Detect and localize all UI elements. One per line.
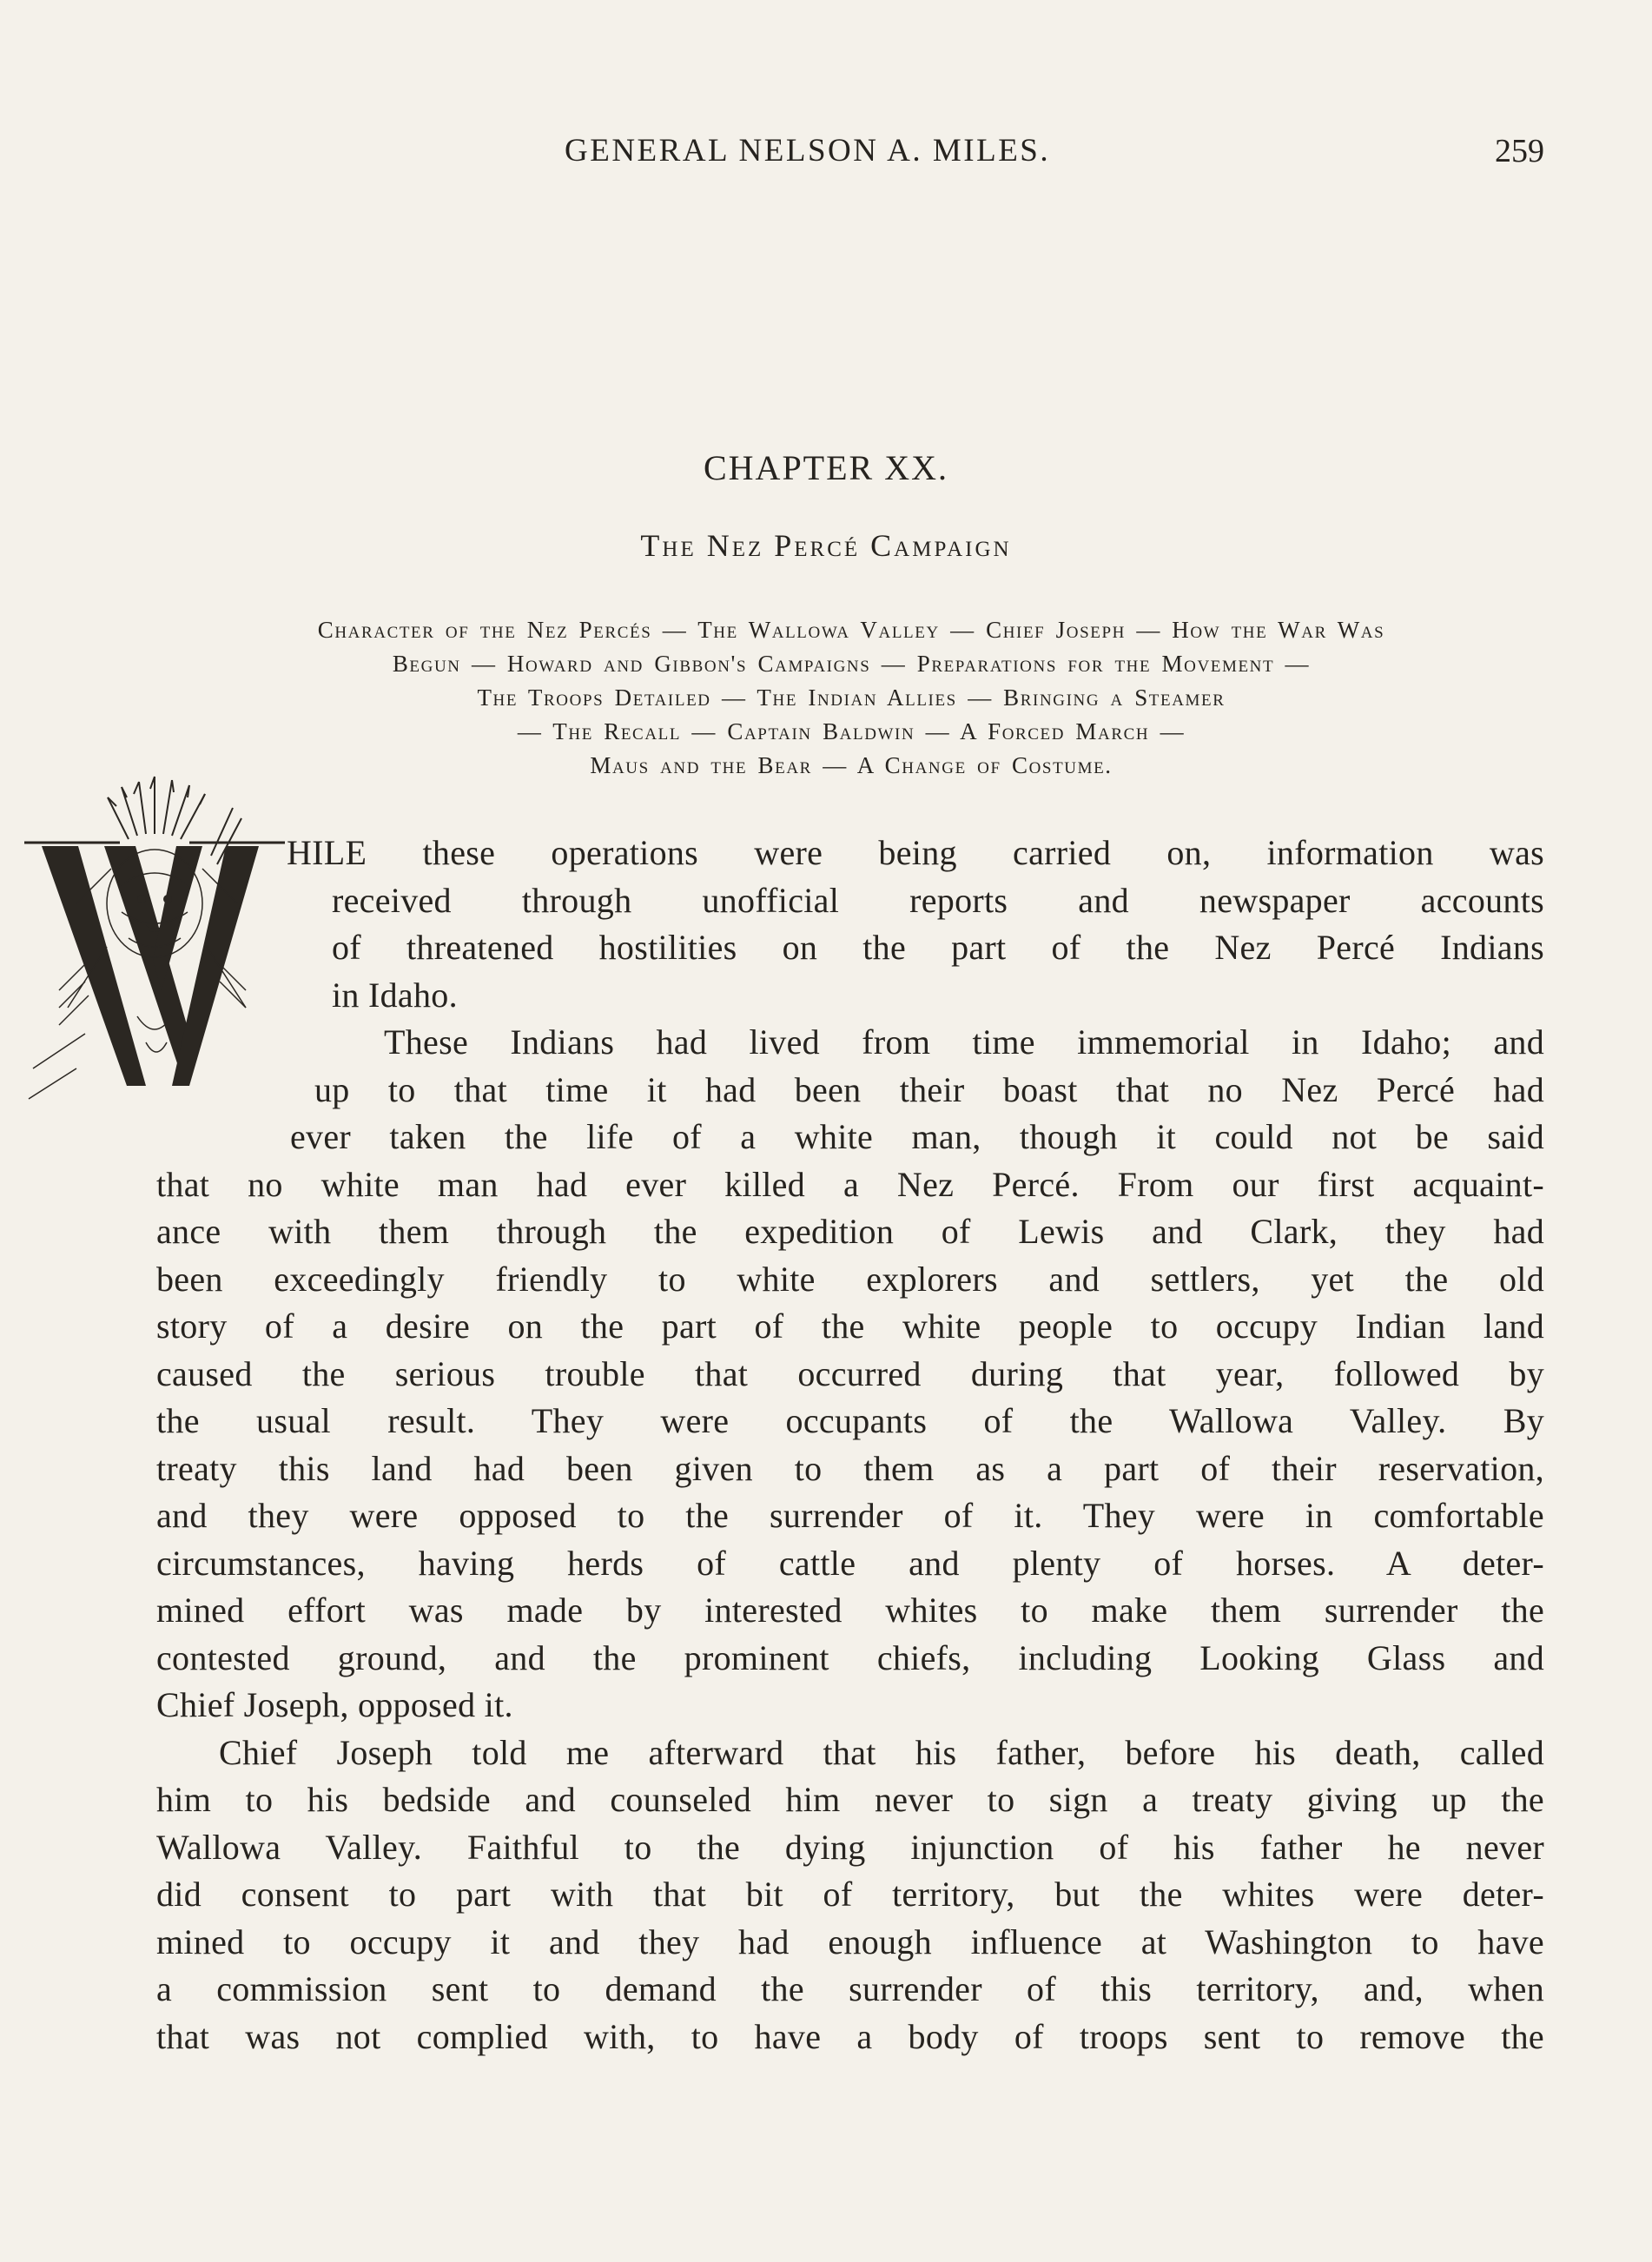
chapter-title: CHAPTER XX. xyxy=(703,448,949,487)
text-line: a commission sent to demand the surrender of this territory, and, when xyxy=(156,1969,1544,2008)
synopsis-line: Begun — Howard and Gibbon's Campaigns — Preparations for the Movement — xyxy=(392,651,1311,677)
text-line: Chief Joseph told me afterward that his father, before his death, called xyxy=(219,1732,1544,1772)
synopsis-line: — The Recall — Captain Baldwin — A Forced March — xyxy=(517,718,1186,744)
text-line: treaty this land had been given to them as a part of their reservation, xyxy=(156,1448,1544,1488)
synopsis-line: Maus and the Bear — A Change of Costume. xyxy=(590,752,1113,778)
synopsis-line: Character of the Nez Percés — The Wallowa Valley — Chief Joseph — How the War Was xyxy=(317,617,1385,643)
chapter-subtitle: The Nez Percé Campaign xyxy=(640,528,1012,563)
text-line: up to that time it had been their boast that no Nez Percé had xyxy=(314,1069,1544,1109)
text-line: ever taken the life of a white man, though it could not be said xyxy=(290,1117,1544,1156)
text-line: him to his bedside and counseled him never to sign a treaty giving up the xyxy=(156,1780,1544,1819)
text-line: caused the serious trouble that occurred during that year, followed by xyxy=(156,1353,1544,1393)
text-line: mined effort was made by interested whites to make them surrender the xyxy=(156,1591,1544,1630)
text-line: HILE these operations were being carried on, information was xyxy=(287,833,1544,872)
text-line: story of a desire on the part of the white people to occupy Indian land xyxy=(156,1306,1544,1346)
text-line: ance with them through the expedition of Lewis and Clark, they had xyxy=(156,1212,1544,1251)
text-line: and they were opposed to the surrender of it. They were in comfortable xyxy=(156,1496,1544,1535)
text-line: contested ground, and the prominent chiefs, including Looking Glass and xyxy=(156,1637,1544,1677)
text-line: did consent to part with that bit of territory, but the whites were deter- xyxy=(156,1875,1544,1914)
text-line: that no white man had ever killed a Nez Percé. From our first acquaint- xyxy=(156,1164,1544,1204)
text-line: in Idaho. xyxy=(332,975,458,1015)
text-line: that was not complied with, to have a body of troops sent to remove the xyxy=(156,2016,1544,2056)
page-number: 259 xyxy=(1495,133,1544,169)
text-line: been exceedingly friendly to white explorers and settlers, yet the old xyxy=(156,1259,1544,1299)
running-title: GENERAL NELSON A. MILES. xyxy=(565,133,1051,169)
text-line: of threatened hostilities on the part of the Nez Percé Indians xyxy=(332,928,1544,967)
text-line: Wallowa Valley. Faithful to the dying injunction of his father he never xyxy=(156,1827,1544,1867)
text-line: circumstances, having herds of cattle and plenty of horses. A deter- xyxy=(156,1543,1544,1583)
text-line: These Indians had lived from time immemorial in Idaho; and xyxy=(384,1022,1544,1062)
text-line: Chief Joseph, opposed it. xyxy=(156,1685,513,1724)
text-line: mined to occupy it and they had enough influence at Washington to have xyxy=(156,1921,1544,1961)
running-head xyxy=(565,132,1544,184)
chapter-synopsis xyxy=(156,613,1546,783)
text-line: received through unofficial reports and newspaper accounts xyxy=(332,880,1544,920)
synopsis-line: The Troops Detailed — The Indian Allies — Bringing a Steamer xyxy=(477,685,1226,711)
body-text xyxy=(156,830,1544,2060)
text-line: the usual result. They were occupants of the Wallowa Valley. By xyxy=(156,1401,1544,1440)
